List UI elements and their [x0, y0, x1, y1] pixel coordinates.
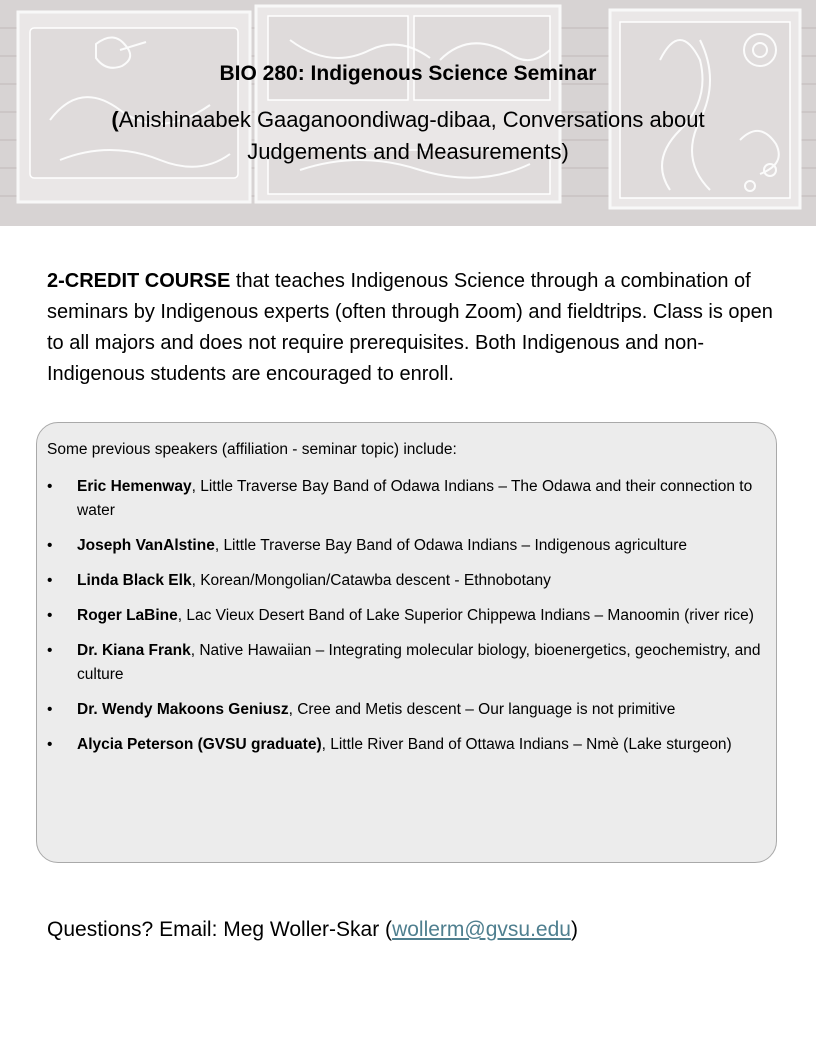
- speaker-item: [47, 639, 767, 687]
- bullet: •: [47, 572, 53, 589]
- bullet: •: [47, 701, 53, 718]
- contact-prefix: Questions? Email: Meg Woller-Skar (: [47, 918, 393, 941]
- bullet: •: [47, 607, 53, 624]
- subtitle-close-paren: ): [561, 139, 569, 164]
- speaker-name: Roger LaBine: [77, 607, 178, 624]
- speaker-name: Dr. Kiana Frank: [77, 642, 191, 659]
- bullet: •: [47, 642, 53, 659]
- speakers-box: [36, 422, 777, 863]
- speaker-detail: , Little River Band of Ottawa Indians – Nmè (Lake sturgeon): [321, 736, 732, 753]
- bullet: •: [47, 537, 53, 554]
- email-link[interactable]: wollerm@gvsu.edu: [392, 918, 571, 941]
- speaker-item: [47, 604, 767, 628]
- bullet: •: [47, 736, 53, 753]
- speaker-detail: , Cree and Metis descent – Our language is not primitive: [288, 701, 676, 718]
- speaker-name: Alycia Peterson (GVSU graduate): [77, 736, 322, 753]
- speaker-detail: , Native Hawaiian – Integrating molecular biology, bioenergetics, geochemistry, and culture: [77, 642, 761, 683]
- course-description: [47, 266, 782, 390]
- contact-line: [47, 918, 578, 942]
- course-description-body: that teaches Indigenous Science through a combination of seminars by Indigenous experts (often through Zoom) and fieldtrips. Class is open to all majors and does not require prerequisites. Both Indigenous and non-Indigenous students are encouraged to enroll.: [47, 270, 773, 385]
- subtitle-text: Anishinaabek Gaaganoondiwag-dibaa, Conversations about Judgements and Measurements: [118, 107, 705, 164]
- speaker-item: [47, 698, 767, 722]
- speaker-name: Linda Black Elk: [77, 572, 192, 589]
- speaker-item: [47, 569, 767, 593]
- speaker-item: [47, 534, 767, 558]
- speaker-item: [47, 475, 767, 523]
- header-banner: [0, 0, 816, 226]
- contact-suffix: ): [570, 918, 578, 941]
- speaker-item: [47, 733, 767, 757]
- speaker-detail: , Korean/Mongolian/Catawba descent - Ethnobotany: [191, 572, 551, 589]
- speakers-list: [47, 475, 767, 768]
- speaker-name: Dr. Wendy Makoons Geniusz: [77, 701, 289, 718]
- speaker-detail: , Little Traverse Bay Band of Odawa Indians – The Odawa and their connection to water: [77, 478, 753, 519]
- speaker-name: Eric Hemenway: [77, 478, 192, 495]
- speaker-detail: , Lac Vieux Desert Band of Lake Superior Chippewa Indians – Manoomin (river rice): [177, 607, 754, 624]
- speaker-name: Joseph VanAlstine: [77, 537, 215, 554]
- bullet: •: [47, 478, 53, 495]
- page-title: BIO 280: Indigenous Science Seminar: [219, 62, 597, 85]
- speakers-intro: Some previous speakers (affiliation - seminar topic) include:: [47, 441, 457, 458]
- course-credit-lead: 2-CREDIT COURSE: [47, 270, 231, 292]
- subtitle-open-paren: (: [111, 107, 119, 132]
- page-subtitle: [68, 104, 748, 168]
- speaker-detail: , Little Traverse Bay Band of Odawa Indians – Indigenous agriculture: [214, 537, 687, 554]
